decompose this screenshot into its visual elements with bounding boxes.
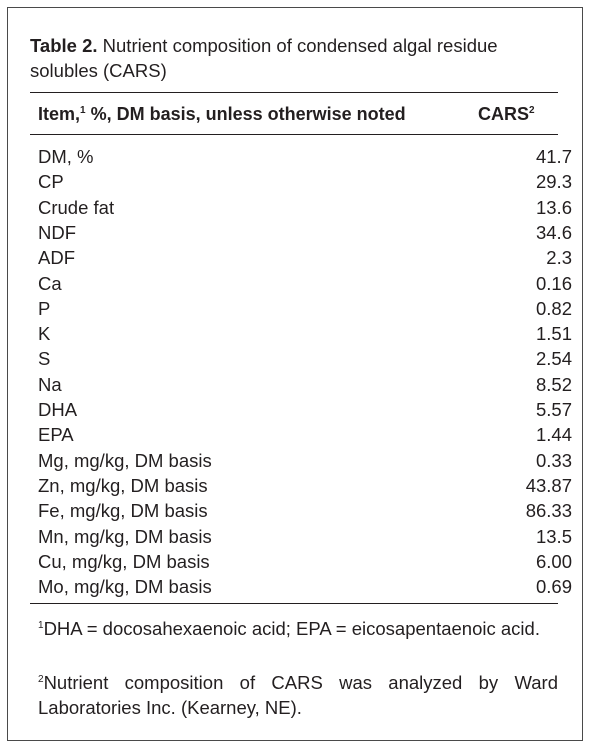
row-value: 13.5 (535, 525, 572, 547)
row-label: Ca (38, 272, 62, 294)
table-row (30, 169, 572, 194)
row-label: S (38, 348, 51, 370)
header-item-text: Item, (38, 104, 81, 124)
table-row (30, 448, 572, 473)
row-label: Mg, mg/kg, DM basis (38, 449, 212, 471)
table-row (30, 524, 572, 549)
row-value: 29.3 (535, 171, 572, 193)
row-label: ADF (38, 247, 75, 269)
footnote-1-sup: 1 (38, 620, 44, 631)
row-label: Mn, mg/kg, DM basis (38, 525, 212, 547)
row-label: Zn, mg/kg, DM basis (38, 474, 208, 496)
row-label: Na (38, 373, 62, 395)
row-label: EPA (38, 424, 74, 446)
table-row (30, 321, 572, 346)
row-value: 0.16 (535, 272, 572, 294)
table-row (30, 372, 572, 397)
row-label: Crude fat (38, 196, 115, 218)
table-row (30, 195, 572, 220)
table-row (30, 346, 572, 371)
table-row (30, 271, 572, 296)
row-label: P (38, 297, 51, 319)
row-value: 5.57 (535, 399, 572, 420)
row-value: 0.69 (535, 576, 572, 598)
row-value: 0.82 (535, 297, 572, 319)
row-value: 6.00 (535, 550, 572, 572)
row-value: 13.6 (535, 196, 572, 218)
table-row (30, 574, 572, 599)
footnote-1 (38, 613, 558, 641)
row-value: 34.6 (535, 221, 572, 243)
header-cars-text: CARS (478, 104, 530, 124)
row-label: K (38, 323, 51, 345)
footnote-1-text: DHA = docosahexaenoic acid; EPA = eicosapentaenoic acid. (43, 618, 540, 639)
header-item-sup: 1 (80, 105, 86, 116)
row-label: DHA (38, 399, 78, 420)
table-row (30, 144, 572, 169)
row-label: Cu, mg/kg, DM basis (38, 550, 210, 572)
table-row (30, 397, 572, 422)
row-value: 86.33 (525, 500, 572, 522)
bottom-rule (30, 603, 558, 604)
footnote-2-text: Nutrient composition of CARS was analyzed by Ward Laboratories Inc. (Kearney, NE). (38, 672, 558, 718)
footnote-2-sup: 2 (38, 674, 44, 685)
row-value: 2.54 (535, 348, 572, 370)
row-value: 8.52 (535, 373, 572, 395)
table-title (30, 33, 570, 83)
header-rule (30, 134, 558, 135)
header-item-rest: %, DM basis, unless otherwise noted (85, 104, 406, 124)
row-label: CP (38, 171, 64, 193)
table-row (30, 473, 572, 498)
row-value: 1.51 (535, 323, 572, 345)
table-row (30, 296, 572, 321)
header-cars (478, 104, 535, 125)
row-label: Mo, mg/kg, DM basis (38, 576, 212, 598)
row-value: 2.3 (546, 247, 572, 269)
table-row (30, 220, 572, 245)
row-value: 1.44 (535, 424, 572, 446)
table-row (30, 498, 572, 523)
row-value: 41.7 (535, 146, 572, 167)
row-label: NDF (38, 221, 77, 243)
row-value: 0.33 (535, 449, 572, 471)
header-item (38, 104, 406, 125)
table-label: Table 2. (30, 35, 98, 56)
row-label: Fe, mg/kg, DM basis (38, 500, 208, 522)
row-value: 43.87 (525, 474, 572, 496)
table-row (30, 549, 572, 574)
table-row (30, 422, 572, 447)
header-cars-sup: 2 (529, 105, 535, 116)
row-label: DM, % (38, 146, 94, 167)
table-row (30, 245, 572, 270)
top-rule (30, 92, 558, 93)
table-caption: Nutrient composition of condensed algal residue solubles (CARS) (30, 35, 498, 81)
footnote-2 (38, 667, 558, 720)
